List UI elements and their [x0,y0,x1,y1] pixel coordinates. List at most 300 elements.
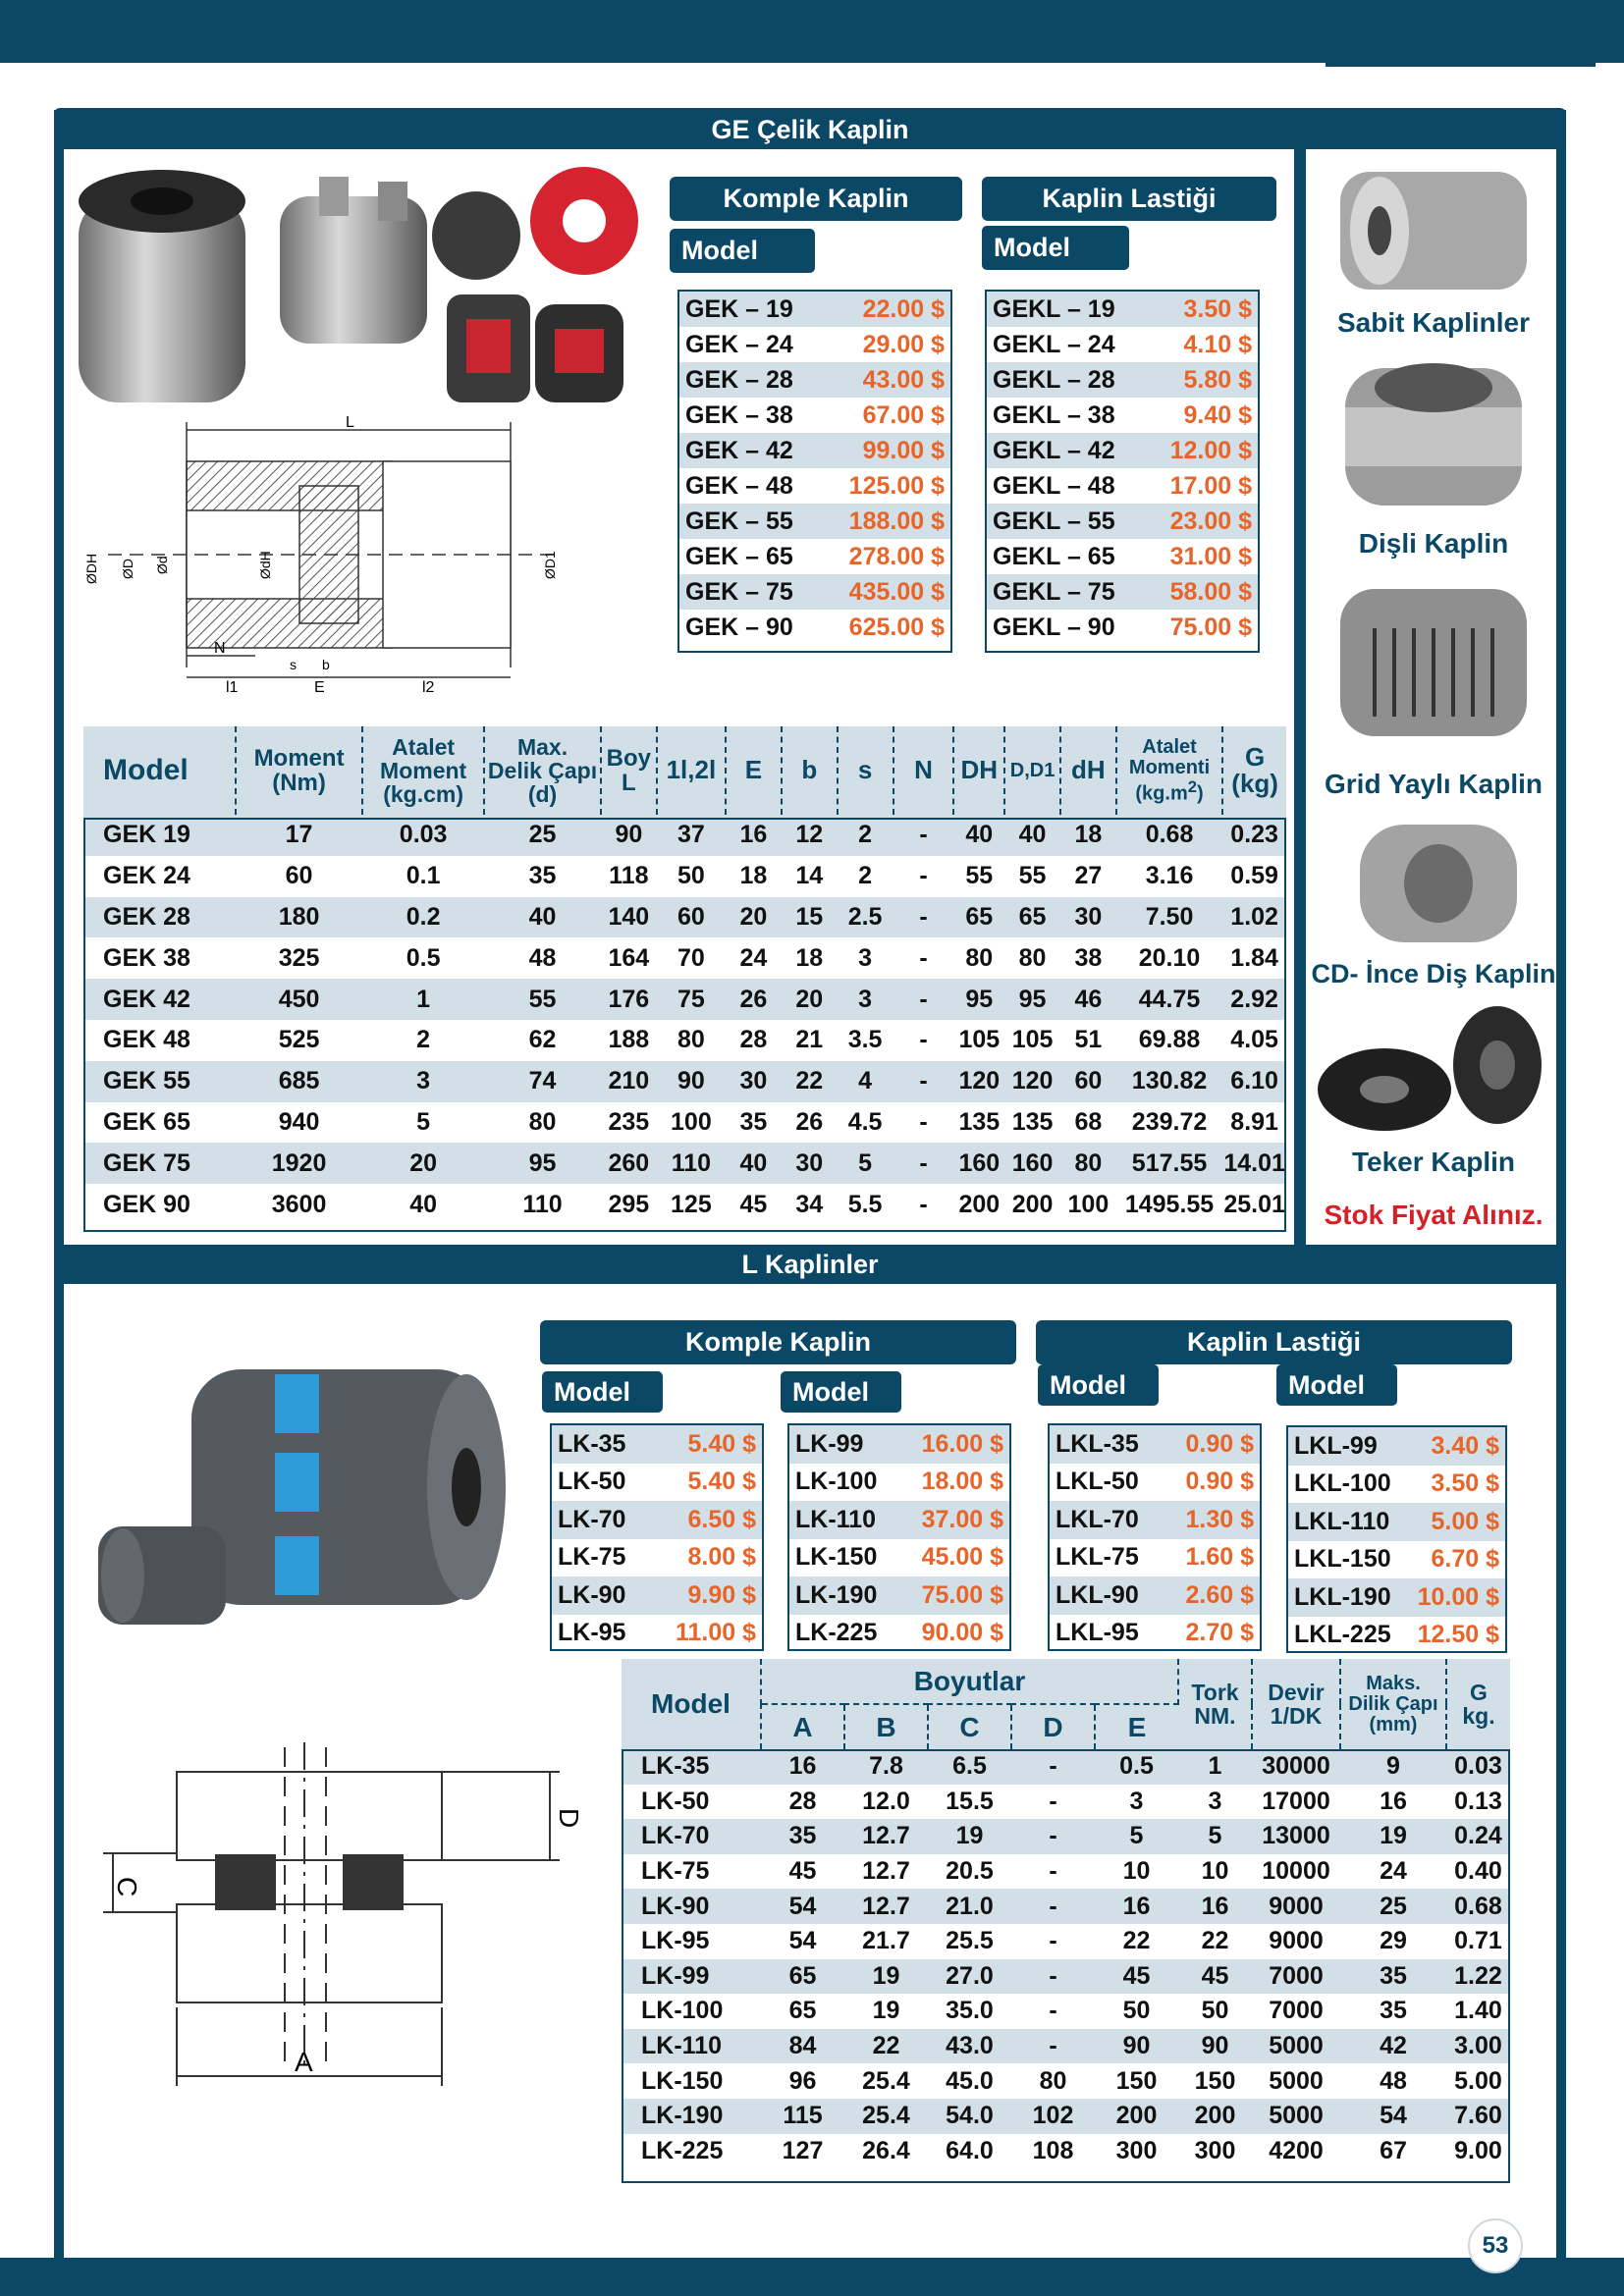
table-cell: 51 [1074,1026,1103,1054]
table-cell: GEK 28 [83,897,236,938]
table-cell: GEK 38 [103,943,190,972]
table-cell: 55 [484,979,601,1020]
l-section-title: L Kaplinler [741,1250,879,1279]
table-cell: 9 [1340,1749,1446,1785]
table-cell: 21.7 [862,1927,910,1955]
table-cell: - [893,979,954,1020]
table-cell: 1.02 [1222,897,1286,938]
l-lastik-price-list-a [1048,1423,1262,1651]
table-cell: 19 [872,1997,900,2025]
table-cell: 0.68 [1116,815,1222,856]
table-cell: - [1011,1889,1095,1924]
table-cell: 0.03 [1446,1749,1510,1785]
table-cell: 80 [528,1107,557,1136]
table-cell: 60 [1060,1061,1116,1102]
table-cell: - [893,1061,954,1102]
col-b: b [782,726,838,815]
l-lastik-header: Kaplin Lastiği [1036,1320,1512,1364]
table-cell: 21 [795,1026,824,1054]
table-cell: 135 [1011,1107,1054,1136]
l-lastik-model-tab-b: Model [1276,1364,1397,1406]
table-cell: 95 [953,979,1004,1020]
ge-spec-border [83,818,1286,1232]
table-cell: 0.5 [406,943,441,972]
table-cell: 74 [484,1061,601,1102]
bottom-banner [0,2258,1624,2296]
dim-D1: ØD1 [542,551,558,579]
table-cell: 7.50 [1116,897,1222,938]
table-cell: 1.84 [1230,943,1278,972]
table-cell: 12.7 [844,1889,928,1924]
table-cell: 69.88 [1138,1026,1201,1054]
table-cell: 164 [608,943,650,972]
table-cell: 300 [1194,2136,1236,2164]
table-cell: 295 [608,1190,650,1218]
l-technical-drawing [98,1737,589,2091]
table-cell: 45 [1178,1959,1252,1995]
price-row: GEKL – 90 75.00 $ [993,613,1252,641]
table-cell: 65 [1004,897,1060,938]
table-cell: 60 [285,862,313,890]
col-max-delik: Max. Delik Çapı (d) [484,726,601,815]
price-row: GEK – 38 67.00 $ [685,400,945,429]
table-cell: 160 [1004,1143,1060,1184]
table-cell: 27 [1074,862,1103,890]
table-cell: 37 [657,815,726,856]
table-cell: 45 [739,1190,768,1218]
table-cell: 5000 [1252,2099,1340,2134]
table-cell: 200 [958,1190,1001,1218]
col-e: E [726,726,782,815]
table-cell: 28 [788,1787,817,1815]
table-cell: LK-150 [641,2066,724,2095]
table-cell: 9000 [1252,1889,1340,1924]
table-cell: 20 [782,979,838,1020]
price-row: LKL-150 6.70 $ [1294,1545,1499,1574]
table-cell: 96 [788,2066,817,2095]
col-b: B [844,1704,928,1749]
table-cell: 7.60 [1446,2099,1510,2134]
col-c: C [928,1704,1011,1749]
table-cell: 200 [1095,2099,1178,2134]
table-cell: 5 [1178,1819,1252,1854]
table-cell: 22 [782,1061,838,1102]
price-row: LKL-100 3.50 $ [1294,1469,1499,1498]
table-cell: 55 [965,862,994,890]
price-row: GEKL – 24 4.10 $ [993,330,1252,358]
table-cell: 25 [1340,1889,1446,1924]
table-cell: 5000 [1269,2066,1324,2095]
price-row: LKL-95 2.70 $ [1056,1619,1254,1647]
table-cell: 80 [965,943,994,972]
l-komple-header: Komple Kaplin [540,1320,1016,1364]
dim-DH: ØDH [83,553,99,584]
price-row: LKL-50 0.90 $ [1056,1468,1254,1496]
table-cell: LK-225 [641,2136,724,2164]
table-cell: 150 [1115,2066,1158,2095]
table-cell: 21.0 [928,1889,1011,1924]
table-cell: 90 [601,815,657,856]
table-cell: 1.22 [1446,1959,1510,1995]
table-cell: 26 [726,979,782,1020]
price-row: LK-100 18.00 $ [795,1468,1003,1496]
table-cell: 176 [601,979,657,1020]
price-row: LK-99 16.00 $ [789,1425,1009,1464]
price-row: GEK – 75 435.00 $ [679,574,950,610]
price-row: GEKL – 65 31.00 $ [993,542,1252,570]
price-row: LKL-99 3.40 $ [1288,1427,1505,1466]
table-cell: 35.0 [946,1997,994,2025]
table-cell: 25.01 [1223,1190,1285,1218]
table-cell: 3 [858,943,873,972]
table-cell: 46 [1060,979,1116,1020]
table-cell: 64.0 [946,2136,994,2164]
table-cell: 54 [788,1927,817,1955]
table-cell: 17000 [1262,1787,1330,1815]
table-cell: 65 [761,1959,844,1995]
table-cell: 3.16 [1145,862,1194,890]
table-cell: 108 [1032,2136,1074,2164]
price-row: LK-95 11.00 $ [558,1619,756,1647]
table-cell: 17 [236,815,362,856]
table-cell: GEK 19 [83,815,236,856]
price-row: LK-150 45.00 $ [795,1543,1003,1572]
table-cell: 940 [278,1107,320,1136]
table-cell: 4 [838,1061,893,1102]
table-cell: 35 [761,1819,844,1854]
table-cell: 0.13 [1454,1787,1502,1815]
table-cell: 0.68 [1446,1889,1510,1924]
table-cell: 24 [1380,1857,1407,1886]
table-cell: 3 [1208,1787,1222,1815]
col-a: A [761,1704,844,1749]
table-cell: 2 [838,815,893,856]
table-cell: 6.10 [1222,1061,1286,1102]
page-number: 53 [1468,2218,1523,2273]
col-maks-delik: Maks. Dilik Çapı (mm) [1340,1659,1446,1749]
table-cell: 28 [739,1026,768,1054]
table-cell: - [893,897,954,938]
table-cell: 1 [1178,1749,1252,1785]
table-cell: 29 [1380,1927,1407,1955]
table-cell: 26 [795,1107,824,1136]
price-row: LKL-75 1.60 $ [1056,1543,1254,1572]
sidebar-item-teker-kaplin: Teker Kaplin [1352,1147,1515,1177]
table-cell: 0.2 [362,897,484,938]
table-cell: 10 [1122,1857,1151,1886]
table-cell: LK-75 [641,1857,710,1886]
l-spec-border [622,1749,1510,2183]
table-cell: 19 [1340,1819,1446,1854]
table-cell: 140 [601,897,657,938]
price-row: GEKL – 28 5.80 $ [987,362,1258,398]
table-cell: 80 [1018,943,1047,972]
table-cell: 35 [528,862,557,890]
price-row: LK-110 37.00 $ [789,1501,1009,1539]
table-cell: 3 [362,1061,484,1102]
price-row: LKL-90 2.60 $ [1050,1576,1260,1615]
table-cell: 3 [1129,1787,1144,1815]
table-cell: 102 [1011,2099,1095,2134]
table-cell: 90 [1095,2029,1178,2064]
col-devir: Devir 1/DK [1252,1659,1340,1749]
table-cell: 16 [726,815,782,856]
table-cell: LK-190 [622,2099,761,2134]
table-cell: 1495.55 [1124,1190,1215,1218]
price-row: GEK – 48 125.00 $ [685,471,945,500]
price-row: GEK – 19 22.00 $ [679,292,950,327]
table-cell: 13000 [1252,1819,1340,1854]
table-cell: 18 [795,943,824,972]
col-l12: 1l,2l [657,726,726,815]
table-cell: 5.5 [847,1190,883,1218]
table-cell: 35 [1380,1997,1407,2025]
table-cell: 80 [677,1026,705,1054]
table-cell: 5 [416,1107,431,1136]
table-cell: 120 [953,1061,1004,1102]
table-cell: - [1011,1749,1095,1785]
table-cell: 35 [1340,1959,1446,1995]
table-cell: 12.0 [862,1787,910,1815]
col-d-d1: D,D1 [1004,726,1060,815]
table-cell: 60 [657,897,726,938]
table-cell: 16 [761,1749,844,1785]
ge-section-title: GE Çelik Kaplin [711,115,909,144]
col-g: G kg. [1446,1659,1510,1749]
table-cell: 110 [657,1143,726,1184]
table-cell: 20.5 [946,1857,994,1886]
table-cell: 22 [844,2029,928,2064]
table-cell: 20 [362,1143,484,1184]
table-cell: 80 [1039,2066,1067,2095]
table-cell: 300 [1115,2136,1158,2164]
table-cell: 14 [795,862,824,890]
table-cell: 7000 [1269,1997,1324,2025]
table-cell: 25 [484,815,601,856]
table-cell: 525 [278,1026,320,1054]
table-cell: 120 [1004,1061,1060,1102]
sidebar-item-grid-yayli-kaplin: Grid Yaylı Kaplin [1324,769,1543,799]
table-cell: 62 [528,1026,557,1054]
table-cell: 200 [1011,1190,1054,1218]
col-atalet: Atalet Moment (kg.cm) [362,726,484,815]
table-cell: 95 [484,1143,601,1184]
table-cell: 5 [838,1143,893,1184]
ge-lastik-model-tab: Model [982,226,1129,270]
table-cell: - [919,862,928,890]
price-row: GEK – 28 43.00 $ [679,362,950,398]
table-cell: 25.5 [946,1927,994,1955]
table-cell: 4.05 [1230,1026,1278,1054]
table-cell: - [893,1143,954,1184]
table-cell: 22 [1122,1927,1151,1955]
col-atalet-momenti: Atalet Momenti $(kg.m^2)$ [1116,726,1222,815]
table-cell: - [1011,1959,1095,1995]
table-cell: 34 [795,1190,824,1218]
table-cell: 30000 [1252,1749,1340,1785]
table-cell: 16 [1178,1889,1252,1924]
table-cell: 18 [739,862,768,890]
table-cell: 8.91 [1230,1107,1278,1136]
col-model: Model [622,1659,761,1749]
table-cell: 150 [1194,2066,1236,2095]
l-komple-price-list-a [550,1423,764,1651]
table-cell: - [893,815,954,856]
table-cell: 30 [782,1143,838,1184]
table-cell: LK-110 [622,2029,761,2064]
table-cell: LK-50 [641,1787,710,1815]
col-dh-small: dH [1060,726,1116,815]
ge-technical-drawing [83,412,579,707]
sabit-kaplin-photo [1321,157,1546,304]
table-cell: 25.4 [862,2066,910,2095]
dim-D: D [554,1808,584,1829]
table-cell: 235 [608,1107,650,1136]
table-cell: 48 [528,943,557,972]
ge-komple-model-tab: Model [670,229,815,273]
disli-kaplin-photo [1326,348,1542,525]
table-cell: 65 [953,897,1004,938]
price-row: LK-225 90.00 $ [795,1619,1003,1647]
table-cell: - [1049,1857,1057,1886]
dim-d: Ød [154,556,170,574]
table-cell: 3.00 [1446,2029,1510,2064]
table-cell: 80 [1060,1143,1116,1184]
table-cell: 15.5 [946,1787,994,1815]
table-cell: GEK 75 [83,1143,236,1184]
col-boy: Boy L [601,726,657,815]
table-cell: 2 [858,862,873,890]
table-cell: 44.75 [1116,979,1222,1020]
sidebar-item-sabit-kaplinler: Sabit Kaplinler [1336,307,1531,338]
dim-dH: ØdH [257,551,273,579]
l-komple-price-list-b [787,1423,1011,1651]
table-cell: 48 [1380,2066,1407,2095]
table-cell: 135 [958,1107,1001,1136]
table-cell: - [1011,2029,1095,2064]
table-cell: 25.4 [844,2099,928,2134]
table-cell: LK-70 [622,1819,761,1854]
col-moment: Moment (Nm) [236,726,362,815]
table-cell: GEK 42 [83,979,236,1020]
table-cell: 67 [1380,2136,1407,2164]
table-cell: 45 [788,1857,817,1886]
table-cell: 75 [657,979,726,1020]
table-cell: 0.40 [1454,1857,1502,1886]
table-cell: 30 [726,1061,782,1102]
table-cell: GEK 65 [103,1107,190,1136]
table-cell: 6.5 [928,1749,1011,1785]
table-cell: - [919,1107,928,1136]
price-row: GEK – 24 29.00 $ [685,330,945,358]
top-banner-accent [1326,61,1596,67]
table-cell: 210 [601,1061,657,1102]
cd-ince-dis-kaplin-photo [1340,810,1537,957]
table-cell: 70 [677,943,705,972]
table-cell: 180 [236,897,362,938]
ge-coupling-photo [74,157,663,412]
price-row: GEK – 65 278.00 $ [685,542,945,570]
price-row: GEKL – 42 12.00 $ [987,433,1258,468]
price-row: GEKL – 75 58.00 $ [987,574,1258,610]
ge-komple-header: Komple Kaplin [670,177,962,221]
top-banner [0,0,1624,63]
price-row: LKL-110 5.00 $ [1288,1503,1505,1541]
table-cell: 7000 [1252,1959,1340,1995]
table-cell: 18 [1060,815,1116,856]
table-cell: 19 [844,1959,928,1995]
col-e: E [1095,1704,1178,1749]
dim-b: b [322,657,330,672]
ge-komple-price-list [677,290,952,653]
table-cell: 517.55 [1116,1143,1222,1184]
table-cell: - [919,1026,928,1054]
table-cell: 200 [1178,2099,1252,2134]
table-cell: 1920 [236,1143,362,1184]
price-row: LKL-70 1.30 $ [1050,1501,1260,1539]
table-cell: 105 [958,1026,1001,1054]
table-cell: 130.82 [1116,1061,1222,1102]
table-cell: - [1049,1927,1057,1955]
price-row: LK-75 8.00 $ [558,1543,756,1572]
table-cell: 14.01 [1222,1143,1286,1184]
table-cell: 1.40 [1454,1997,1502,2025]
price-row: LK-50 5.40 $ [558,1468,756,1496]
table-cell: 0.71 [1454,1927,1502,1955]
dim-E: E [314,679,325,696]
table-cell: 42 [1340,2029,1446,2064]
col-s: s [838,726,893,815]
l-lastik-price-list-b [1286,1425,1507,1653]
table-cell: 125 [671,1190,712,1218]
l-coupling-photo [93,1360,535,1634]
table-cell: 325 [278,943,320,972]
table-cell: 5 [1095,1819,1178,1854]
table-cell: 127 [782,2136,824,2164]
table-cell: 38 [1074,943,1103,972]
table-cell: GEK 24 [103,862,190,890]
table-cell: 685 [236,1061,362,1102]
table-cell: 40 [409,1190,438,1218]
dim-A: A [295,2047,313,2077]
sidebar-divider [1294,147,1306,1247]
table-cell: 30 [1060,897,1116,938]
table-cell: 100 [1067,1190,1110,1218]
table-cell: 54.0 [928,2099,1011,2134]
table-cell: 20.10 [1138,943,1201,972]
table-cell: 45.0 [946,2066,994,2095]
table-cell: 4.5 [847,1107,883,1136]
ge-lastik-price-list [985,290,1260,653]
table-cell: 16 [1380,1787,1407,1815]
table-cell: 26.4 [862,2136,910,2164]
table-cell: - [919,943,928,972]
table-cell: 0.5 [1095,1749,1178,1785]
table-cell: 10000 [1262,1857,1330,1886]
price-row: LKL-190 10.00 $ [1288,1578,1505,1617]
table-cell: 40 [726,1143,782,1184]
table-cell: 19 [928,1819,1011,1854]
table-cell: 50 [1201,1997,1229,2025]
price-row: LK-90 9.90 $ [552,1576,762,1615]
l-lastik-model-tab-a: Model [1038,1364,1159,1406]
price-row: GEK – 90 625.00 $ [685,613,945,641]
table-cell: 110 [522,1190,563,1218]
table-cell: 100 [671,1107,712,1136]
table-cell: 7.8 [844,1749,928,1785]
table-cell: 12.7 [844,1819,928,1854]
table-cell: 5000 [1252,2029,1340,2064]
